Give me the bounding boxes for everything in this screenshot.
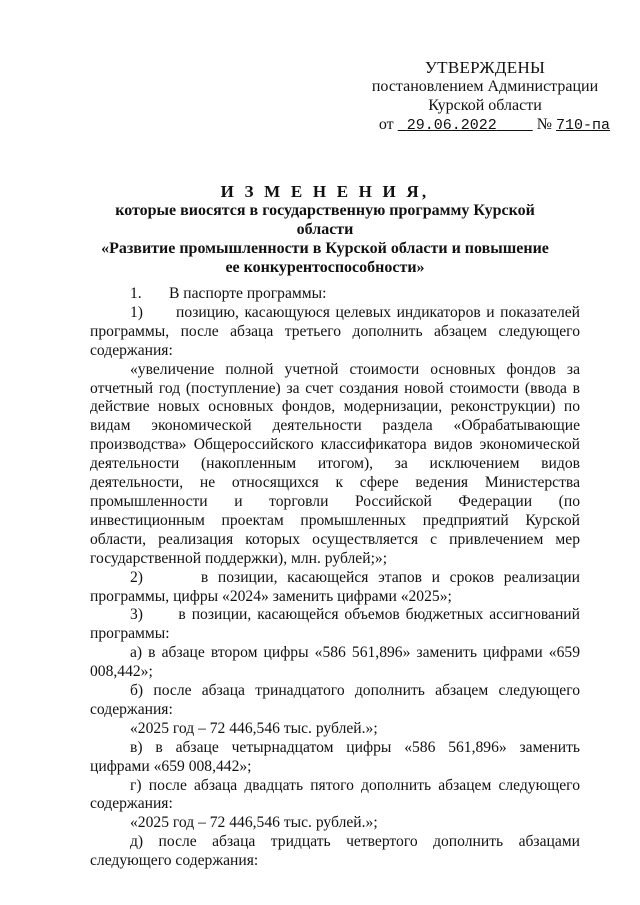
- document-title: [90, 182, 560, 277]
- approval-number: 710-па: [555, 117, 610, 134]
- title-heading: И З М Е Н Е Н И Я,: [220, 182, 430, 201]
- approval-stamp: [360, 58, 610, 135]
- approval-heading: УТВЕРЖДЕНЫ: [424, 58, 546, 77]
- number-sign: №: [536, 116, 552, 133]
- document-body: [90, 285, 580, 871]
- title-line-3: ее конкурентоспособности»: [225, 259, 425, 276]
- paragraph-section-1: 1. В паспорте программы:: [130, 285, 327, 302]
- paragraph-item-3b: б) после абзаца тринадцатого дополнить абзацем следующего содержания:: [90, 682, 580, 718]
- title-line-2: «Развитие промышленности в Курской области и повышение: [101, 240, 549, 257]
- paragraph-quote-2025-b: «2025 год – 72 446,546 тыс. рублей.»;: [130, 814, 378, 832]
- approval-line-1: постановлением Администрации: [371, 78, 599, 95]
- paragraph-item-1: 1) позицию, касающуюся целевых индикаторов и показателей программы, после абзаца третьего дополнить абзацем следующего содержания:: [90, 303, 580, 359]
- paragraph-quote-indicator: «увеличение полной учетной стоимости основных фондов за отчетный год (поступление) за счет создания новой стоимости (ввода в действие новых основных фондов, модернизации, реконструкции) по видам экономической деятельности раздела «Обрабатывающие производства» Общероссийского классификатора видов экономической деятельности (накопленным итогом), за исключением видов деятельности, не относящихся к сфере ведения Министерства промышленности и торговли Российской Федерации (по инвестиционным проектам промышленных предприятий Курской области, реализация которых осуществляется с привлечением мер государственной поддержки), млн. рублей;»;: [90, 360, 580, 567]
- approval-date: 29.06.2022: [406, 117, 497, 134]
- paragraph-item-3c: в) в абзаце четырнадцатом цифры «586 561,896» заменить цифрами «659 008,442»;: [90, 738, 580, 775]
- approval-date-line: [360, 115, 610, 135]
- date-prefix: от: [378, 116, 394, 133]
- paragraph-item-3d: г) после абзаца двадцать пятого дополнить абзацем следующего содержания:: [90, 776, 580, 813]
- paragraph-item-3: 3) в позиции, касающейся объемов бюджетных ассигнований программы:: [90, 606, 580, 643]
- title-line-1: которые виосятся в государственную программу Курской области: [115, 202, 535, 238]
- paragraph-item-3a: а) в абзаце втором цифры «586 561,896» заменить цифрами «659 008,442»;: [90, 644, 580, 681]
- paragraph-quote-2025-a: «2025 год – 72 446,546 тыс. рублей.»;: [130, 719, 378, 737]
- paragraph-item-3e: д) после абзаца тридцать четвертого дополнить абзацами следующего содержания:: [90, 833, 580, 870]
- paragraph-item-2: 2) в позиции, касающейся этапов и сроков реализации программы, цифры «2024» заменить цифрами «2025»;: [90, 568, 580, 605]
- approval-line-2: Курской области: [428, 97, 542, 114]
